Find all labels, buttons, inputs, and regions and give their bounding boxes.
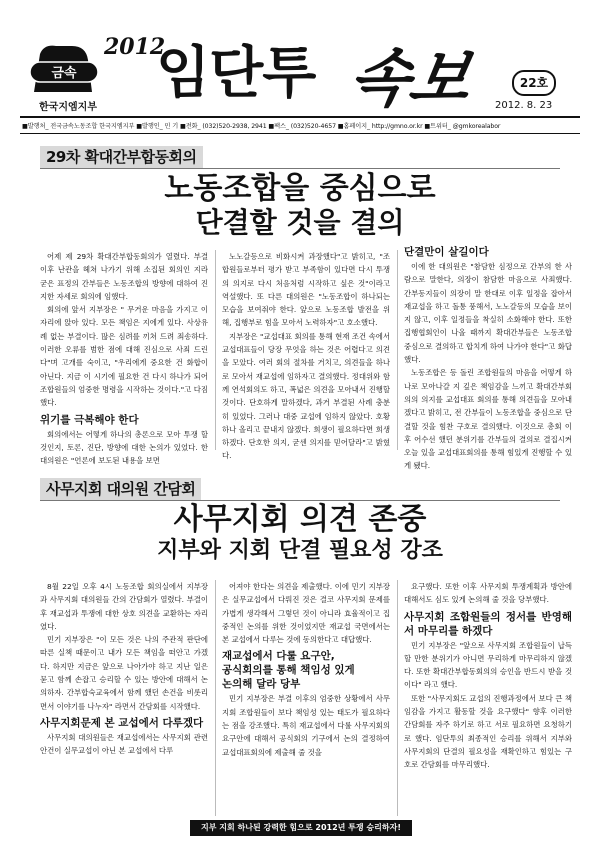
paragraph: 이에 한 대의원은 "참담한 심정으로 간부의 한 사람으로 말한다, 의장이 참담한 마음으로 사죄했다. 간부동지들이 의장이 말 한대로 이후 일정을 잡아서 재교섭을 하고 돌통 풍해서, 노노갈등의 모습을 보이지 않고, 이후 일정들을 착실히 소화해야 한다. 또한 집행협회인이 나올 때까지 확대간부들은 노동조합 중심으로 결의하고 합치게 하여 나가야 한다"고 화답했다.	[404, 262, 572, 365]
subheading: 사무지회 조합원들의 정서를 반영해서 마무리를 하겠다	[404, 610, 572, 637]
paragraph: 또한 "사무지회도 교섭의 진행과정에서 보다 큰 책임감을 가지고 활동할 것을 요구했다" 향후 이러한 간담회를 자주 하기로 하고 서로 필요하면 요청하기로 했다. 임단투의 최종적인 승리를 위해서 지부와 사무지회의 단결의 필요성을 재확인하고 힘있는 구호로 간담회를 마무리했다.	[404, 693, 572, 770]
paragraph: 지부장은 "교섭대표 회의를 통해 현재 조건 속에서 교섭대표들이 당장 무엇을 하는 것은 어렵다고 의견을 모았다. 여러 회의 절차를 거치고, 의견들을 하나로 모아서 재교섭에 임하자고 결의했다. 정대위와 함께 연석회의도 하고, 폭넓은 의견을 모아내서 진행할 것이다. 단호하게 말하겠다, 과거 부결된 사례 충분히 있었다. 그러나 대중 교섭에 임하지 않았다. 호황 하나 올리고 끝내지 않겠다. 희생이 필요하다면 희생하겠다. 단호한 의지, 굳센 의지를 믿어달라"고 밝혔다.	[222, 331, 390, 461]
article2-column-3	[404, 580, 572, 816]
masthead-year: 2012	[104, 34, 166, 60]
article2-column-1	[40, 580, 208, 816]
column-divider	[397, 580, 398, 816]
article2-headline-line1: 사무지회 의견 존중	[173, 502, 427, 537]
paragraph: 민기 지부장은 "이 모든 것은 나의 주관적 판단에 따른 실책 때문이고 내가 모든 책임을 떠안고 가겠다. 하지만 지금은 앞으로 나아가야 하고 지난 일은 묻고 함께 손잡고 승리할 수 있는 방안에 대해서 논의하자. 간부합숙교육에서 함께 했던 손건을 비롯리면서 이야기를 나누자" 라면서 간담회를 시작했다.	[40, 635, 208, 711]
article1-column-3	[404, 242, 572, 471]
paragraph: 어져야 한다는 의견을 제출했다. 이에 민기 지부장은 실무교섭에서 다뤄진 것은 결코 사무지회 문제를 가볍게 생각해서 그렇던 것이 아니라 효율적이고 집중적인 논의를 위한 것이었지만 재교섭 국면에서는 본 교섭에서 다루는 것에 동의한다고 대답했다.	[222, 582, 390, 645]
masthead-flash: 속보	[343, 42, 477, 115]
union-name: 한국지엠지부	[39, 102, 97, 113]
logo-text: 금속	[51, 66, 77, 81]
article2-headline-line2: 지부와 지회 단결 필요성 강조	[157, 538, 443, 563]
masthead-title: 임단투	[156, 41, 316, 106]
article2-column-2	[222, 580, 390, 816]
column-divider	[215, 250, 216, 450]
article1-kicker: 29차 확대간부합동회의	[40, 146, 203, 168]
subheading: 단결만이 살길이다	[404, 246, 489, 258]
article2-kicker: 사무지회 대의원 간담회	[40, 478, 201, 500]
column-divider	[215, 580, 216, 816]
paragraph: 회의에 앞서 지부장은 " 무거운 마음을 가지고 이 자리에 앉아 있다. 모든 책임은 지에게 있다. 사상유례 없는 부결이다. 많은 심려를 끼쳐 드려 죄송하다. 이러한 오류를 범한 점에 대해 진심으로 사죄 드린다"며 고개를 숙이고, "우리에게 중요한 건 화합이 아닌다. 지금 이 시기에 필요한 건 다시 하나가 되어 조합원들의 엄중한 명령을 시작하는 것이다."고 다짐했다.	[40, 305, 208, 408]
subheading: 위기를 극복해야 한다	[40, 413, 139, 426]
article1-column-1	[40, 250, 208, 466]
paragraph: 민기 지부장은 "앞으로 사무지회 조합원들이 납득할 만한 분위기가 아니면 무리하게 마무리하지 않겠다. 또한 확대간부합동회의의 승인을 반드시 받을 것이다" 라고 했다.	[404, 640, 572, 690]
article1-column-2	[222, 250, 390, 461]
masthead-rule	[20, 116, 580, 118]
subheading: 사무지회문제 본 교섭에서 다루겠다	[40, 716, 204, 729]
column-divider	[397, 250, 398, 450]
paragraph: 어제 제 29차 확대간부합동회의가 열렸다. 부결 이후 난관을 헤쳐 나가기 위해 소집된 회의인 지라 굳은 표정의 간부들은 노동조합의 방향에 대하여 진지한 자세로 회의에 임했다.	[40, 252, 208, 301]
article1-kicker-rule	[40, 168, 560, 169]
issue-date: 2012. 8. 23	[495, 100, 553, 111]
footer-slogan-banner: 지부 지회 하나된 강력한 힘으로 2012년 투쟁 승리하자!	[190, 820, 412, 836]
paragraph: 노노갈등으로 비화시켜 과장했다"고 밝히고, "조합원들로부터 평가 받고 부족함이 있다면 다시 투쟁의 의지로 다시 처음처럼 시작하고 싶은 것"이라고 역설했다. 또 다른 대의원은 "노동조합이 하나되는 모습을 보여줘야 한다. 앞으로 노동조합 발전을 위해, 집행부로 힘을 모아서 노력하자"고 호소했다.	[222, 252, 390, 328]
paragraph: 회의에서는 어떻게 하나의 총론으로 모아 투쟁 할 것인지, 토론, 진단, 방향에 대한 논의가 있었다. 한 대의원은 "언론에 보도된 내용을 보면	[40, 429, 208, 466]
paragraph: 노동조합은 등 돌린 조합원들의 마음을 어떻게 하나로 모아나갈 지 깊은 책임감을 느끼고 확대간부회의의 의지를 교섭대표 회의를 통해 의견들을 모아내겠다고 밝히고, 전 간부들이 노동조합을 중심으로 단결할 것을 힘찬 구호로 결의했다. 이것으로 총회 이후 어수선 했던 분위기를 간부들의 결의로 결집시켜 오늘 있을 교섭대표회의를 통해 힘있게 진행할 수 있게 됐다.	[404, 368, 572, 471]
article1-headline-line1: 노동조합을 중심으로	[164, 171, 436, 206]
masthead-rule-bottom	[20, 133, 580, 134]
subheading: 재교섭에서 다룰 요구안, 공식회의를 통해 책임성 있게 논의해 달라 당부	[222, 650, 355, 691]
issue-badge: 22호	[512, 70, 556, 96]
article2-kicker-rule	[40, 500, 560, 501]
paragraph: 8월 22일 오후 4시 노동조합 회의실에서 지부장과 사무지회 대의원들 간의 간담회가 열렸다. 부결이후 재교섭과 투쟁에 대한 상호 의견을 교환하는 자리였다.	[40, 582, 208, 631]
paragraph: 민기 지부장은 부결 이후의 엄중한 상황에서 사무지회 조합원들이 보다 책임성 있는 태도가 필요하다는 점을 강조했다. 특히 재교섭에서 다룰 사무지회의 요구안에 대해서 공식회의 기구에서 논의 결정하여 교섭대표회의에 제출해 줄 것을	[222, 694, 390, 757]
union-logo	[26, 40, 102, 100]
publisher-info: ■발행처_ 전국금속노동조합 한국지엠지부 ■발행인_ 민 기 ■전화_ (032)520-2938, 2941 ■팩스_ (032)520-4657 ■홈페이지_ http://gmno.or.kr ■트위터_ @gmkorealabor	[22, 123, 501, 130]
paragraph: 사무지회 대의원들은 재교섭에서는 사무지회 관련 안건이 실무교섭이 아닌 본 교섭에서 다루	[40, 732, 208, 756]
paragraph: 요구했다. 또한 이후 사무지회 투쟁계획과 방안에 대해서도 심도 있게 논의해 줄 것을 당부했다.	[404, 582, 572, 605]
article1-headline-line2: 단결할 것을 결의	[195, 206, 405, 239]
